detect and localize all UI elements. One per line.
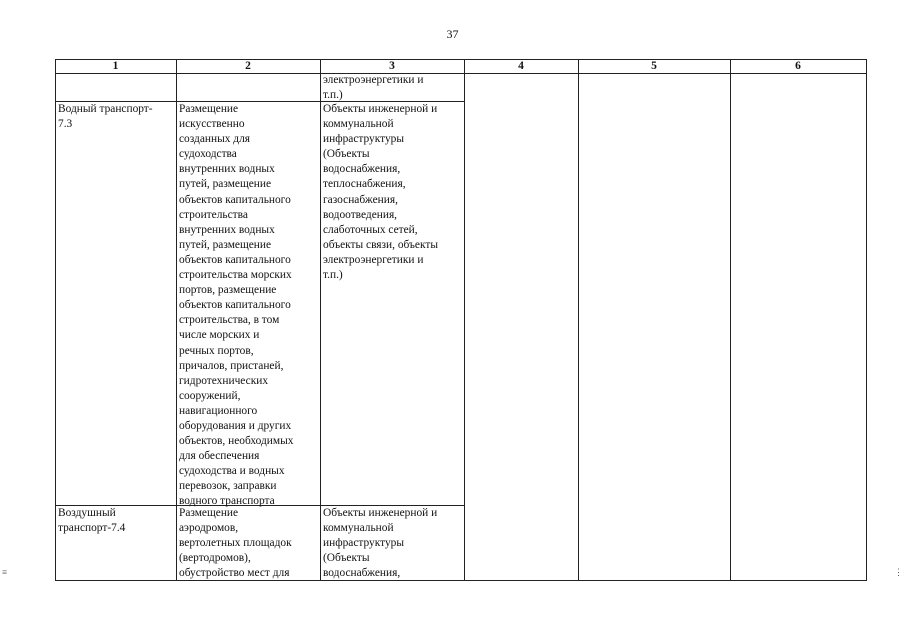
column-header-1: 1 — [112, 60, 119, 72]
column-divider — [578, 59, 579, 581]
column-divider — [464, 59, 465, 581]
column-header-5: 5 — [651, 60, 657, 72]
page-number: 37 — [446, 27, 459, 41]
table-border-right — [866, 59, 867, 581]
column-header-4: 4 — [518, 60, 524, 72]
table-border-left — [55, 59, 56, 581]
column-divider — [320, 59, 321, 581]
table-cell: Размещение аэродромов, вертолетных площадок (вертодромов), обустройство мест для — [179, 507, 292, 580]
column-divider — [176, 59, 177, 581]
column-header-2: 2 — [245, 60, 251, 72]
table-cell: Объекты инженерной и коммунальной инфраструктуры (Объекты водоснабжения, теплоснабжения, газоснабжения, водоотведения, слаботочных сетей, объекты связи, объекты электроэнергетики и т.п.) — [323, 103, 438, 282]
land-use-table — [55, 59, 867, 581]
column-header-3: 3 — [389, 60, 395, 72]
table-cell: Водный транспорт- 7.3 — [58, 103, 153, 131]
table-cell: Воздушный транспорт-7.4 — [58, 507, 126, 535]
right-margin-mark: ⋮ — [894, 567, 903, 577]
column-divider — [730, 59, 731, 581]
table-cell: Размещение искусственно созданных для судоходства внутренних водных путей, размещение объектов капитального строительства внутренних водных путей, размещение объектов капитального строительства морских портов, размещение объектов капитального строительства, в том числе морских и речных портов, причалов, пристаней, гидротехнических сооружений, навигационного оборудования и других объектов, необходимых для обеспечения судоходства и водных перевозок, заправки водного транспорта — [179, 103, 294, 508]
column-header-6: 6 — [795, 60, 801, 72]
table-cell: Объекты инженерной и коммунальной инфраструктуры (Объекты водоснабжения, — [323, 507, 438, 580]
table-cell: электроэнергетики и т.п.) — [323, 74, 424, 102]
left-margin-mark: ≡ — [2, 567, 8, 577]
